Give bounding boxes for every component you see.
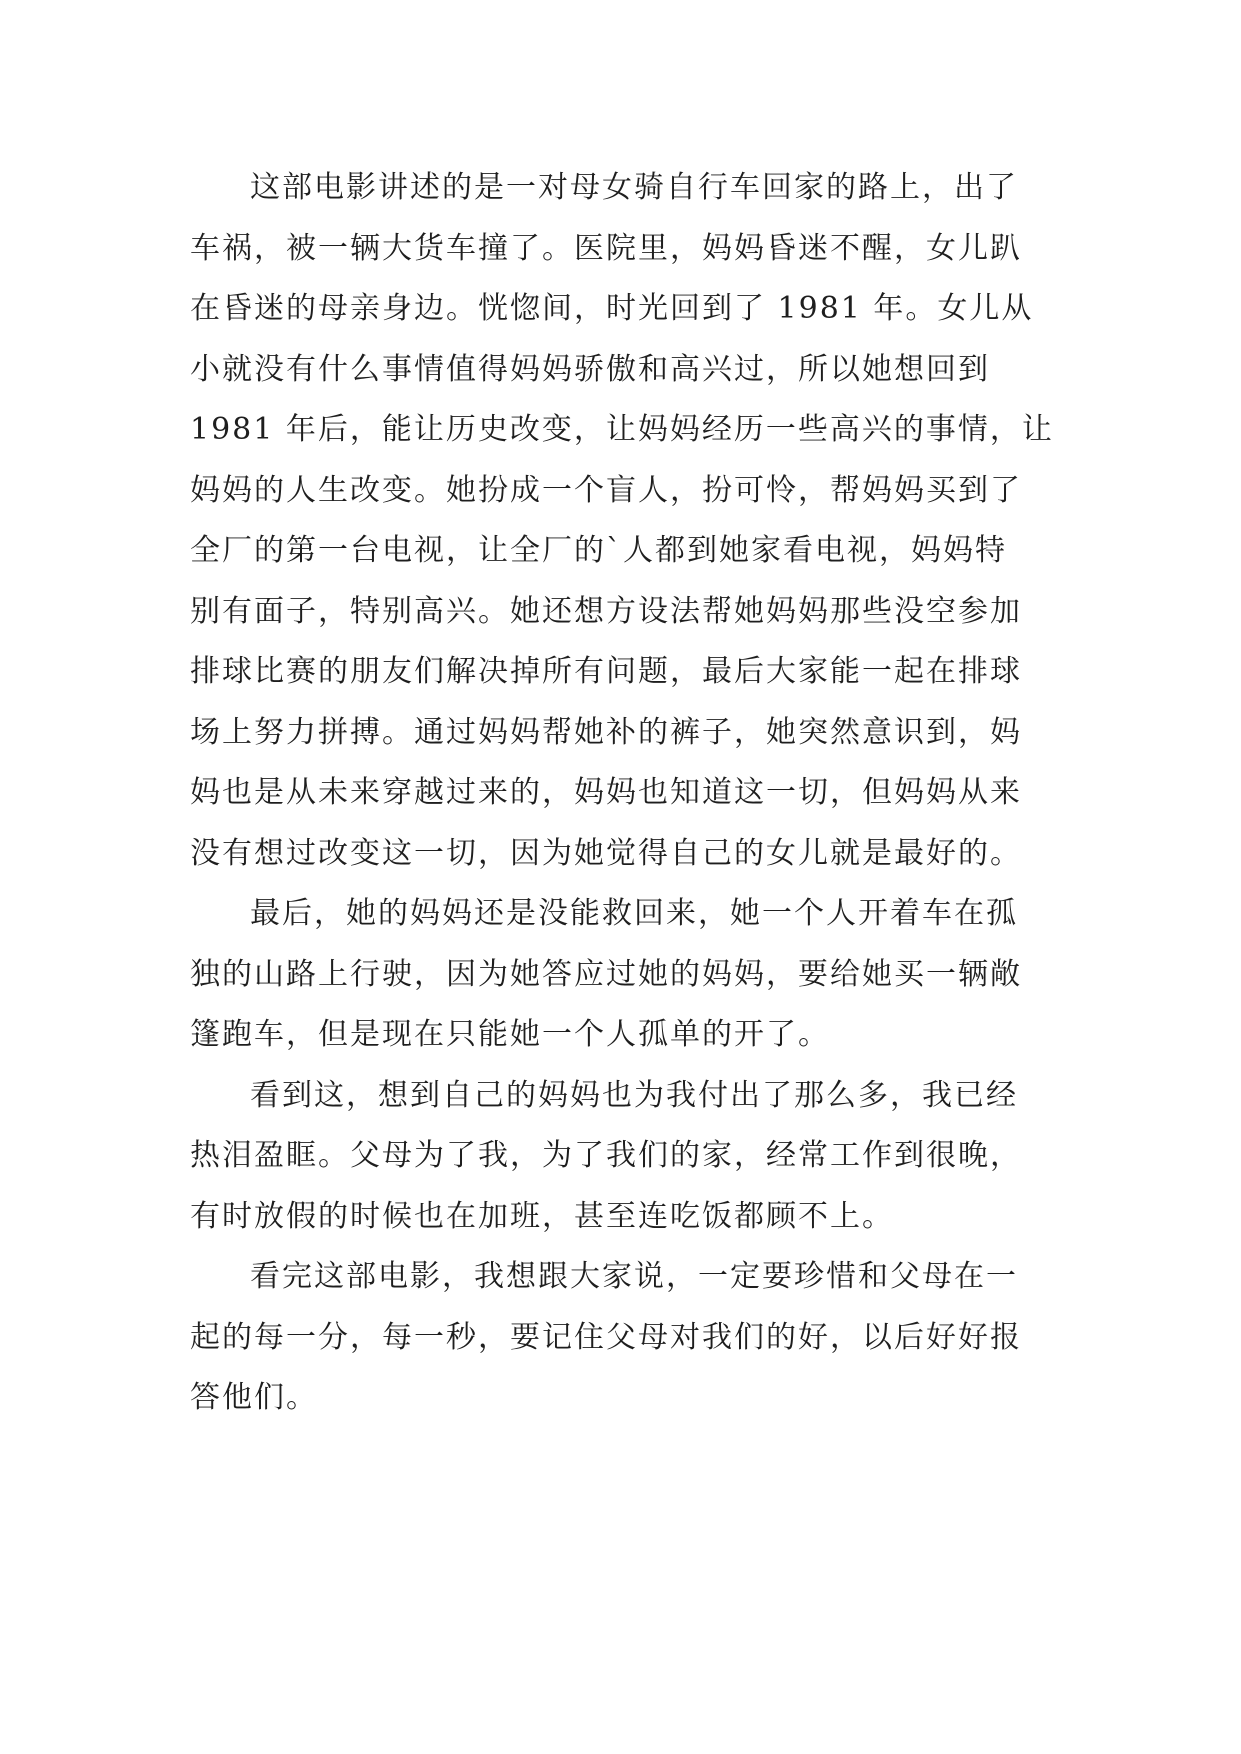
text-line: 看到这，想到自己的妈妈也为我付出了那么多，我已经 [250,1077,1018,1113]
text-line: 起的每一分，每一秒，要记住父母对我们的好，以后好好报 [190,1319,1022,1355]
document-body [190,158,1054,1429]
text-line: 妈也是从未来穿越过来的，妈妈也知道这一切，但妈妈从来 [190,775,1022,810]
text-line: 场上努力拼搏。通过妈妈帮她补的裤子，她突然意识到，妈 [190,714,1022,750]
text-line: 答他们。 [190,1380,318,1415]
text-line: 1981 年后，能让历史改变，让妈妈经历一些高兴的事情，让 [190,412,1054,447]
text-line: 篷跑车，但是现在只能她一个人孤单的开了。 [190,1017,830,1052]
text-line: 独的山路上行驶，因为她答应过她的妈妈，要给她买一辆敞 [190,956,1022,992]
text-line: 有时放假的时候也在加班，甚至连吃饭都顾不上。 [190,1198,894,1234]
text-line: 最后，她的妈妈还是没能救回来，她一个人开着车在孤 [250,896,1018,931]
text-line: 在昏迷的母亲身边。恍惚间，时光回到了 1981 年。女儿从 [190,291,1034,326]
text-line: 热泪盈眶。父母为了我，为了我们的家，经常工作到很晚， [190,1138,1022,1173]
text-line: 妈妈的人生改变。她扮成一个盲人，扮可怜，帮妈妈买到了 [190,472,1022,508]
text-line: 别有面子，特别高兴。她还想方设法帮她妈妈那些没空参加 [190,593,1022,629]
text-line: 车祸，被一辆大货车撞了。医院里，妈妈昏迷不醒，女儿趴 [190,230,1022,266]
paragraph-4 [190,1247,1050,1429]
paragraph-1 [190,158,1054,884]
text-line: 看完这部电影，我想跟大家说，一定要珍惜和父母在一 [250,1259,1018,1294]
text-line: 这部电影讲述的是一对母女骑自行车回家的路上，出了 [250,170,1018,205]
text-line: 没有想过改变这一切，因为她觉得自己的女儿就是最好的。 [190,835,1022,871]
paragraph-2 [190,884,1050,1066]
text-line: 小就没有什么事情值得妈妈骄傲和高兴过，所以她想回到 [190,351,990,387]
paragraph-3 [190,1066,1050,1248]
text-line: 排球比赛的朋友们解决掉所有问题，最后大家能一起在排球 [190,654,1022,689]
text-line: 全厂的第一台电视，让全厂的`人都到她家看电视，妈妈特 [190,533,1007,568]
